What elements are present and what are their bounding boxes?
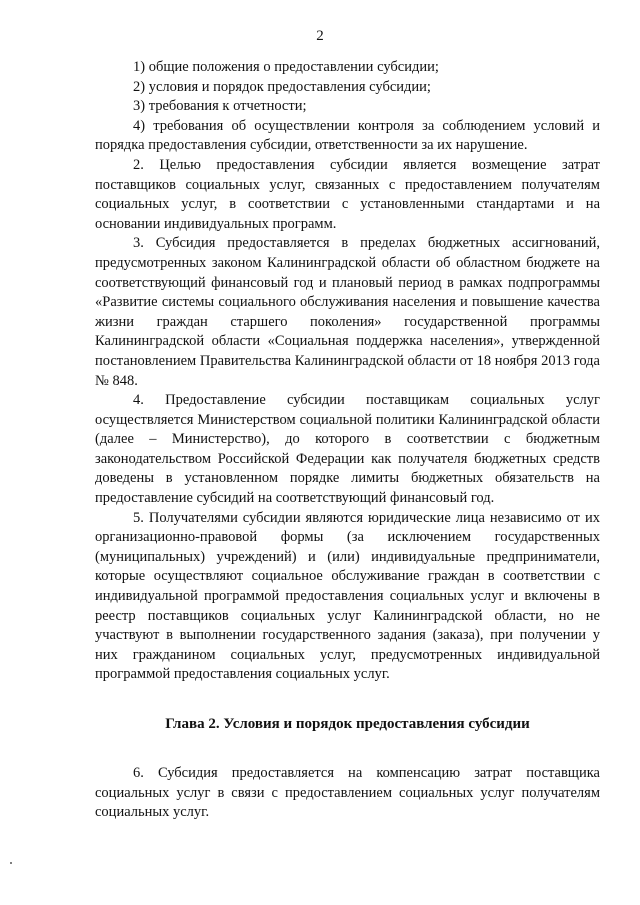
chapter-heading: Глава 2. Условия и порядок предоставления субсидии [165, 716, 530, 732]
list-item-conditions: 2) условия и порядок предоставления субсидии; [133, 78, 431, 95]
paragraph-4-ministry: 4. Предоставление субсидии поставщикам социальных услуг осуществляется Министерством социальной политики Калининградской области (далее – Министерство), до которого в соответствии с бюджетным законодательством Российской Федерации как получателя бюджетных средств доведены в установленном порядке лимиты бюджетных обязательств на предоставление субсидий на соответствующий финансовый год. [95, 392, 600, 507]
document-body [95, 58, 600, 685]
list-item-general-provisions: 1) общие положения о предоставлении субсидии; [133, 59, 439, 75]
list-item-control: 4) требования об осуществлении контроля за соблюдением условий и порядка предоставления субсидии, ответственности за их нарушение. [95, 117, 600, 154]
paragraph-6-compensation: 6. Субсидия предоставляется на компенсацию затрат поставщика социальных услуг в связи с предоставлением социальных услуг получателям социальных услуг. [95, 765, 600, 821]
chapter-2-body [95, 764, 600, 823]
paragraph-5-recipients: 5. Получателями субсидии являются юридические лица независимо от их организационно-правовой формы (за исключением государственных (муниципальных) учреждений) и (или) индивидуальные предприниматели, которые осуществляют социальное обслуживание граждан в соответствии с индивидуальной программой предоставления социальных услуг и включены в реестр поставщиков социальных услуг Калининградской области, но не участвуют в выполнении государственного задания (заказа), при получении у них гражданином социальных услуг, предусмотренных индивидуальной программой предоставления социальных услуг. [95, 509, 600, 683]
paragraph-2-purpose: 2. Целью предоставления субсидии является возмещение затрат поставщиков социальных услуг, связанных с предоставлением получателям социальных услуг, в соответствии с установленными стандартами и на основании индивидуальных программ. [95, 156, 600, 232]
page-number: 2 [316, 28, 324, 44]
scan-speck [10, 862, 12, 864]
list-item-reporting: 3) требования к отчетности; [133, 98, 307, 115]
paragraph-3-budget: 3. Субсидия предоставляется в пределах бюджетных ассигнований, предусмотренных законом Калининградской области об областном бюджете на соответствующий финансовый год и плановый период в рамках подпрограммы «Развитие системы социального обслуживания населения и повышение качества жизни граждан старшего поколения» государственной программы Калининградской области «Социальная поддержка населения», утвержденной постановлением Правительства Калининградской области от 18 ноября 2013 года № 848. [95, 235, 600, 389]
